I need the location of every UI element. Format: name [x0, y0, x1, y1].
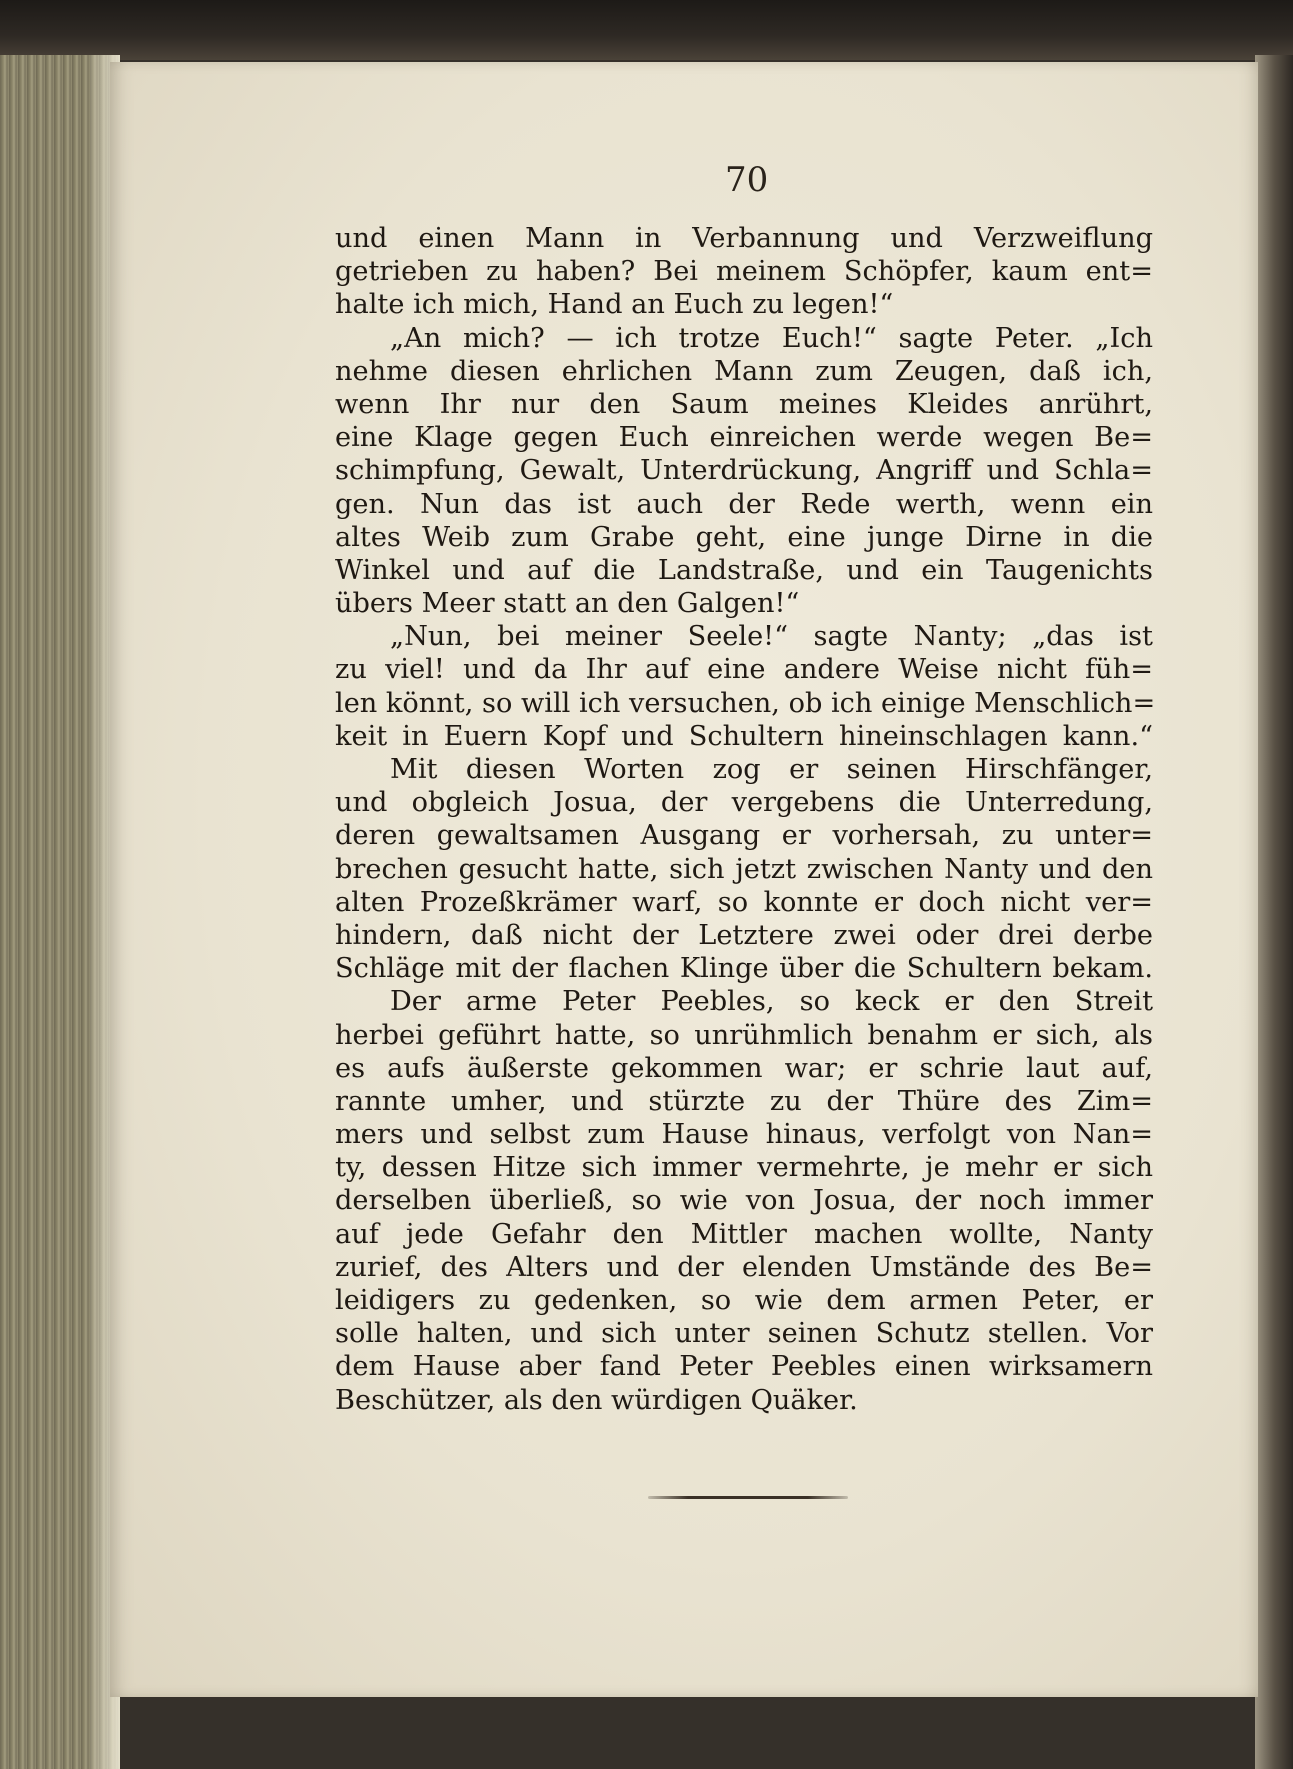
section-divider-rule: [648, 1496, 848, 1499]
text-line: mers und selbst zum Hause hinaus, verfolgt von Nan=: [335, 1119, 1153, 1151]
text-line: keit in Euern Kopf und Schultern hineinschlagen kann.“: [335, 720, 1153, 752]
page-edges-left: [0, 55, 120, 1769]
text-line: hindern, daß nicht der Letztere zwei oder drei derbe: [335, 919, 1153, 951]
text-line: auf jede Gefahr den Mittler machen wollte, Nanty: [335, 1218, 1153, 1250]
text-line: altes Weib zum Grabe geht, eine junge Dirne in die: [335, 521, 1153, 553]
text-line: übers Meer statt an den Galgen!“: [335, 588, 800, 620]
text-line: und einen Mann in Verbannung und Verzweiflung: [335, 223, 1153, 254]
text-line: herbei geführt hatte, so unrühmlich benahm er sich, als: [335, 1019, 1153, 1051]
text-line: halte ich mich, Hand an Euch zu legen!“: [335, 289, 894, 321]
text-line: und obgleich Josua, der vergebens die Unterredung,: [335, 787, 1153, 819]
text-line: zu viel! und da Ihr auf eine andere Weise nicht füh=: [335, 654, 1153, 686]
text-line: wenn Ihr nur den Saum meines Kleides anrührt,: [335, 388, 1153, 420]
text-line: gen. Nun das ist auch der Rede werth, wenn ein: [335, 488, 1153, 520]
text-line: Winkel und auf die Landstraße, und ein Taugenichts: [335, 554, 1153, 586]
text-line: len könnt, so will ich versuchen, ob ich einige Menschlich=: [335, 687, 1156, 719]
text-line: Beschützer, als den würdigen Quäker.: [335, 1384, 858, 1416]
text-line: alten Prozeßkrämer warf, so konnte er doch nicht ver=: [335, 886, 1153, 918]
text-line: getrieben zu haben? Bei meinem Schöpfer, kaum ent=: [335, 256, 1153, 288]
book-binding-top: [0, 0, 1293, 60]
text-line: es aufs äußerste gekommen war; er schrie laut auf,: [335, 1052, 1153, 1084]
text-line: brechen gesucht hatte, sich jetzt zwischen Nanty und den: [335, 853, 1153, 885]
text-line: schimpfung, Gewalt, Unterdrückung, Angriff und Schla=: [335, 455, 1153, 487]
text-line: solle halten, und sich unter seinen Schutz stellen. Vor: [335, 1318, 1153, 1350]
text-line: zurief, des Alters und der elenden Umstände des Be=: [335, 1251, 1153, 1283]
text-line: nehme diesen ehrlichen Mann zum Zeugen, daß ich,: [335, 355, 1153, 387]
body-text: [335, 222, 1156, 1417]
text-line: derselben überließ, so wie von Josua, der noch immer: [335, 1185, 1153, 1217]
gutter-shadow-right: [1255, 55, 1293, 1769]
page-number: 70: [725, 160, 769, 200]
text-line: „Nun, bei meiner Seele!“ sagte Nanty; „das ist: [390, 621, 1153, 653]
text-line: leidigers zu gedenken, so wie dem armen Peter, er: [335, 1285, 1153, 1316]
text-line: Schläge mit der flachen Klinge über die Schultern bekam.: [335, 953, 1153, 985]
text-line: eine Klage gegen Euch einreichen werde wegen Be=: [335, 422, 1153, 454]
text-line: „An mich? — ich trotze Euch!“ sagte Peter. „Ich: [390, 322, 1153, 354]
text-line: ty, dessen Hitze sich immer vermehrte, je mehr er sich: [335, 1152, 1153, 1184]
text-line: Mit diesen Worten zog er seinen Hirschfänger,: [390, 754, 1153, 785]
text-line: rannte umher, und stürzte zu der Thüre des Zim=: [335, 1085, 1153, 1117]
text-line: Der arme Peter Peebles, so keck er den Streit: [390, 986, 1153, 1018]
text-line: dem Hause aber fand Peter Peebles einen wirksamern: [335, 1351, 1153, 1383]
text-line: deren gewaltsamen Ausgang er vorhersah, zu unter=: [335, 820, 1153, 852]
